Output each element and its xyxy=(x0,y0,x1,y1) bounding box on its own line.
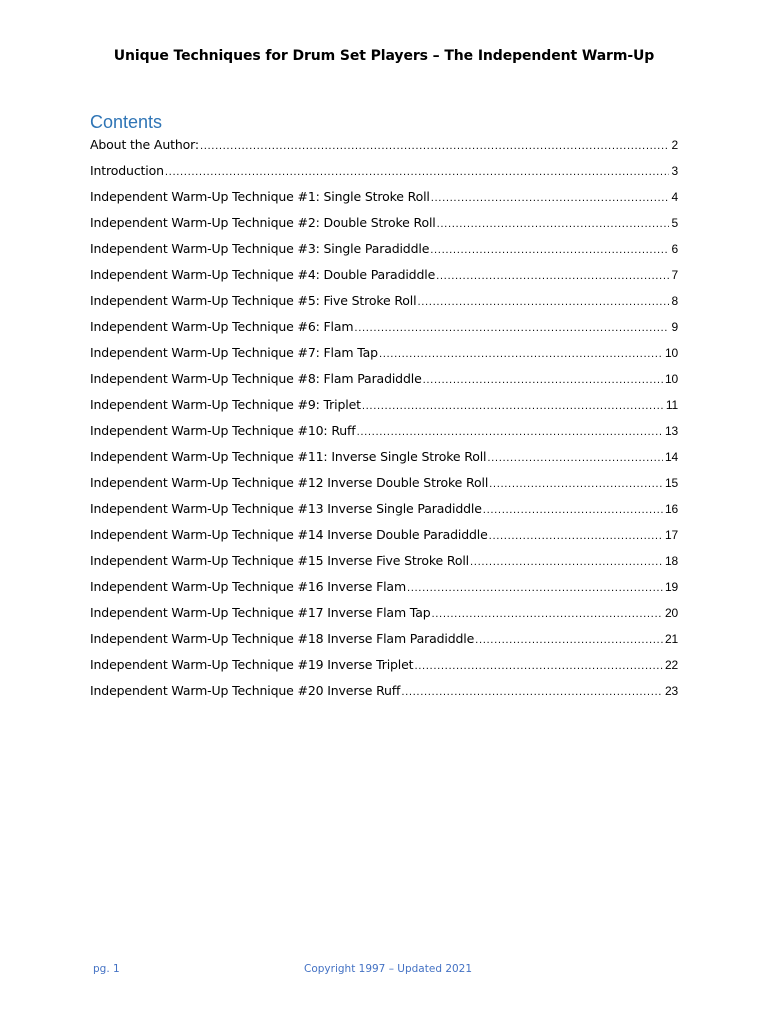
toc-entry-page-number: 16 xyxy=(664,502,678,516)
toc-entry-page-number: 17 xyxy=(664,528,678,542)
toc-entry[interactable] xyxy=(90,551,678,577)
toc-entry-label: Independent Warm-Up Technique #20 Inverse Ruff xyxy=(90,683,401,698)
toc-entry-label: Independent Warm-Up Technique #1: Single Stroke Roll xyxy=(90,189,430,204)
toc-dot-leader xyxy=(379,345,663,365)
toc-entry-page-number: 9 xyxy=(671,320,678,334)
toc-entry-label: Independent Warm-Up Technique #4: Double Paradiddle xyxy=(90,267,436,282)
toc-entry[interactable] xyxy=(90,265,678,291)
toc-entry[interactable] xyxy=(90,161,678,187)
toc-entry[interactable] xyxy=(90,187,678,213)
toc-entry[interactable] xyxy=(90,343,678,369)
toc-entry-page-number: 23 xyxy=(664,684,678,698)
toc-entry-page-number: 6 xyxy=(671,242,678,256)
toc-entry-label: About the Author: xyxy=(90,137,199,152)
toc-entry-label: Independent Warm-Up Technique #11: Inverse Single Stroke Roll xyxy=(90,449,487,464)
toc-entry-label: Independent Warm-Up Technique #10: Ruff xyxy=(90,423,356,438)
toc-dot-leader xyxy=(432,605,663,625)
footer-page-number: pg. 1 xyxy=(93,963,120,975)
toc-entry[interactable] xyxy=(90,421,678,447)
toc-dot-leader xyxy=(483,501,663,521)
toc-entry[interactable] xyxy=(90,369,678,395)
toc-entry-page-number: 19 xyxy=(664,580,678,594)
toc-dot-leader xyxy=(407,579,663,599)
toc-entry-label: Independent Warm-Up Technique #8: Flam Paradiddle xyxy=(90,371,422,386)
toc-entry-page-number: 11 xyxy=(665,398,678,412)
toc-entry-label: Independent Warm-Up Technique #19 Inverse Triplet xyxy=(90,657,414,672)
toc-dot-leader xyxy=(436,267,669,287)
toc-entry[interactable] xyxy=(90,447,678,473)
toc-entry-label: Independent Warm-Up Technique #16 Inverse Flam xyxy=(90,579,406,594)
toc-entry-label: Independent Warm-Up Technique #18 Inverse Flam Paradiddle xyxy=(90,631,475,646)
toc-entry-page-number: 10 xyxy=(664,346,678,360)
toc-entry-label: Independent Warm-Up Technique #3: Single Paradiddle xyxy=(90,241,430,256)
toc-dot-leader xyxy=(489,527,663,547)
toc-entry-label: Independent Warm-Up Technique #5: Five Stroke Roll xyxy=(90,293,417,308)
toc-entry-page-number: 2 xyxy=(671,138,678,152)
toc-entry[interactable] xyxy=(90,213,678,239)
toc-entry-label: Independent Warm-Up Technique #12 Inverse Double Stroke Roll xyxy=(90,475,489,490)
toc-entry[interactable] xyxy=(90,317,678,343)
toc-dot-leader xyxy=(417,293,669,313)
page-title: Unique Techniques for Drum Set Players – The Independent Warm-Up xyxy=(113,48,655,64)
toc-entry-page-number: 3 xyxy=(671,164,678,178)
toc-entry[interactable] xyxy=(90,629,678,655)
toc-entry[interactable] xyxy=(90,655,678,681)
toc-dot-leader xyxy=(165,163,670,183)
toc-entry-page-number: 8 xyxy=(671,294,678,308)
toc-dot-leader xyxy=(470,553,663,573)
contents-heading: Contents xyxy=(90,112,163,132)
toc-entry-label: Independent Warm-Up Technique #14 Inverse Double Paradiddle xyxy=(90,527,488,542)
toc-dot-leader xyxy=(489,475,663,495)
toc-entry[interactable] xyxy=(90,681,678,707)
toc-entry-label: Independent Warm-Up Technique #13 Inverse Single Paradiddle xyxy=(90,501,482,516)
toc-entry-page-number: 22 xyxy=(664,658,678,672)
toc-dot-leader xyxy=(475,631,663,651)
toc-entry[interactable] xyxy=(90,473,678,499)
footer-copyright: Copyright 1997 – Updated 2021 xyxy=(304,963,473,975)
toc-entry-label: Independent Warm-Up Technique #15 Inverse Five Stroke Roll xyxy=(90,553,470,568)
toc-entry[interactable] xyxy=(90,577,678,603)
toc-dot-leader xyxy=(354,319,669,339)
toc-dot-leader xyxy=(357,423,663,443)
toc-entry-label: Independent Warm-Up Technique #7: Flam Tap xyxy=(90,345,378,360)
toc-dot-leader xyxy=(423,371,663,391)
toc-entry-label: Independent Warm-Up Technique #17 Inverse Flam Tap xyxy=(90,605,431,620)
toc-entry-page-number: 21 xyxy=(664,632,678,646)
toc-entry-page-number: 4 xyxy=(671,190,678,204)
toc-dot-leader xyxy=(362,397,664,417)
toc-entry[interactable] xyxy=(90,291,678,317)
toc-dot-leader xyxy=(487,449,663,469)
toc-entry-page-number: 13 xyxy=(664,424,678,438)
toc-entry-page-number: 5 xyxy=(671,216,678,230)
toc-dot-leader xyxy=(200,137,670,157)
toc-entry-label: Independent Warm-Up Technique #9: Triplet xyxy=(90,397,361,412)
toc-entry-page-number: 10 xyxy=(664,372,678,386)
toc-entry-label: Introduction xyxy=(90,163,164,178)
toc-dot-leader xyxy=(431,189,670,209)
toc-dot-leader xyxy=(437,215,670,235)
toc-entry-label: Independent Warm-Up Technique #2: Double Stroke Roll xyxy=(90,215,436,230)
toc-entry[interactable] xyxy=(90,603,678,629)
toc-entry-page-number: 18 xyxy=(664,554,678,568)
toc-entry-page-number: 20 xyxy=(664,606,678,620)
toc-entry[interactable] xyxy=(90,525,678,551)
toc-entry-page-number: 14 xyxy=(664,450,678,464)
toc-entry-label: Independent Warm-Up Technique #6: Flam xyxy=(90,319,354,334)
toc-dot-leader xyxy=(401,683,663,703)
toc-dot-leader xyxy=(430,241,669,261)
toc-dot-leader xyxy=(414,657,663,677)
toc-entry[interactable] xyxy=(90,499,678,525)
table-of-contents xyxy=(90,135,678,707)
toc-entry[interactable] xyxy=(90,135,678,161)
toc-entry-page-number: 7 xyxy=(671,268,678,282)
toc-entry[interactable] xyxy=(90,239,678,265)
toc-entry[interactable] xyxy=(90,395,678,421)
toc-entry-page-number: 15 xyxy=(664,476,678,490)
